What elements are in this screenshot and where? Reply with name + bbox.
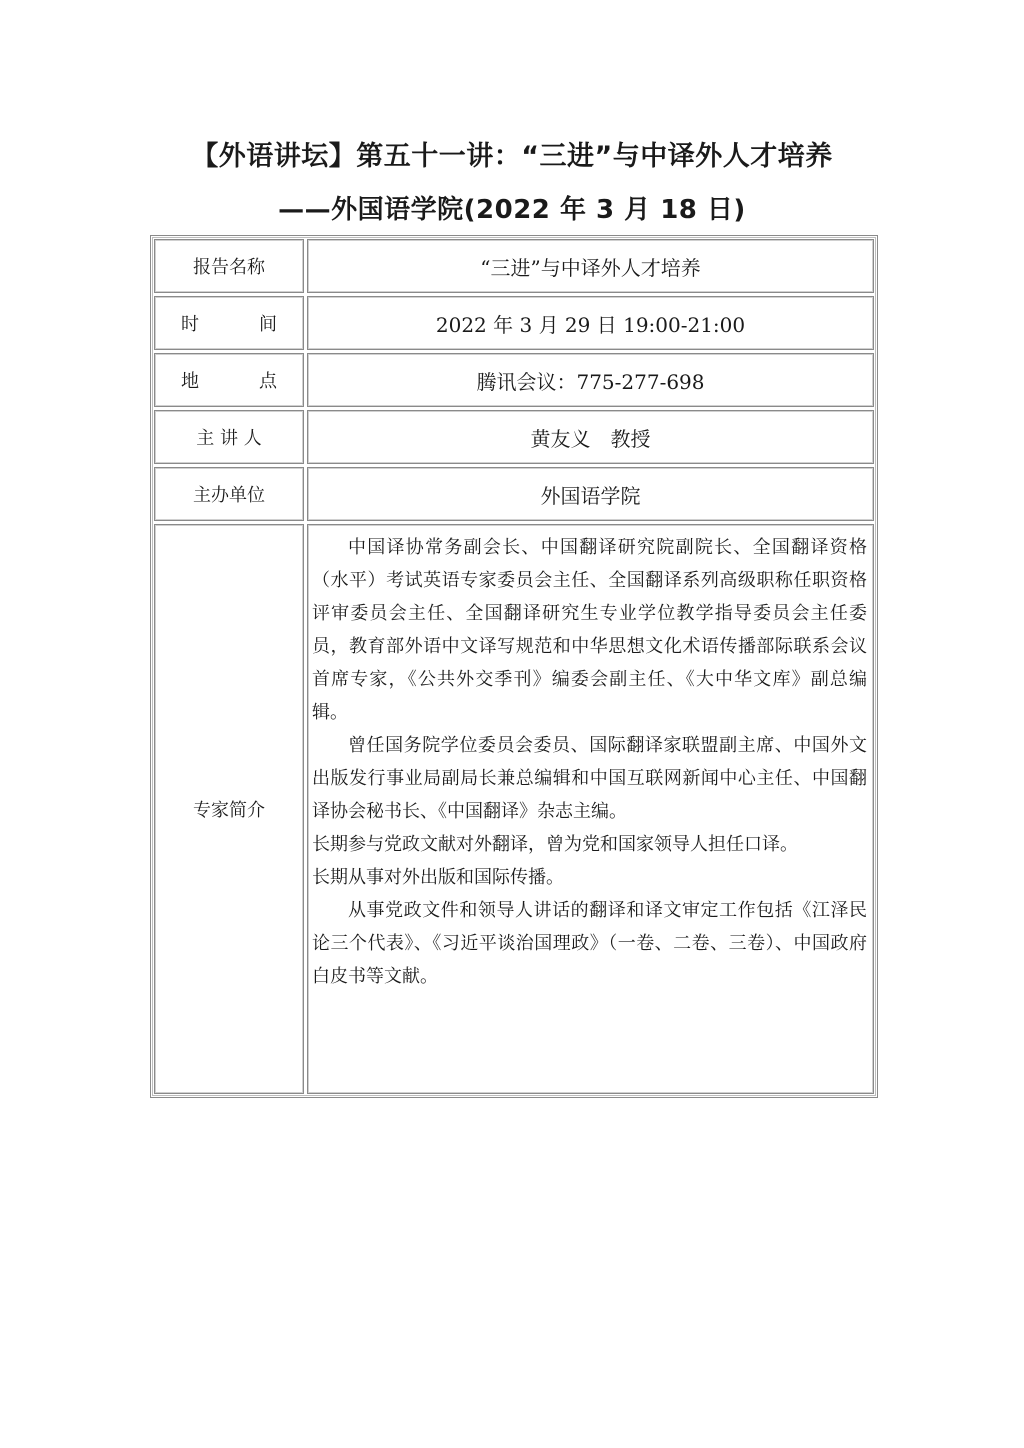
page-title: 【外语讲坛】第五十一讲：“三进”与中译外人才培养 (191, 141, 833, 172)
report-name-label: 报告名称 (154, 239, 304, 293)
speaker-value: 黄友义 教授 (307, 410, 874, 464)
table-row-bio (154, 524, 874, 1094)
bio-paragraph: 中国译协常务副会长、中国翻译研究院副院长、全国翻译资格（水平）考试英语专家委员会主任、全国翻译系列高级职称任职资格评审委员会主任、全国翻译研究生专业学位教学指导委员会主任委员，教育部外语中文译写规范和中华思想文化术语传播部际联系会议首席专家，《公共外交季刊》编委会副主任、《大中华文库》副总编辑。 (312, 537, 867, 723)
bio-label: 专家简介 (154, 524, 304, 1094)
time-label: 时 间 (181, 314, 277, 335)
table-row-time (154, 296, 874, 350)
report-name-value: “三进”与中译外人才培养 (307, 239, 874, 293)
table-row-organizer (154, 467, 874, 521)
bio-paragraph: 曾任国务院学位委员会委员、国际翻译家联盟副主席、中国外文出版发行事业局副局长兼总编辑和中国互联网新闻中心主任、中国翻译协会秘书长、《中国翻译》杂志主编。 (312, 735, 867, 822)
bio-paragraph: 长期参与党政文献对外翻译，曾为党和国家领导人担任口译。 (312, 834, 798, 855)
speaker-label: 主 讲 人 (154, 410, 304, 464)
organizer-label: 主办单位 (154, 467, 304, 521)
organizer-value: 外国语学院 (307, 467, 874, 521)
table-row-location (154, 353, 874, 407)
time-value: 2022 年 3 月 29 日 19:00-21:00 (307, 296, 874, 350)
bio-content (307, 524, 874, 1094)
table-row-speaker (154, 410, 874, 464)
info-table (150, 235, 878, 1098)
page-subtitle: ——外国语学院(2022 年 3 月 18 日) (278, 195, 746, 225)
bio-paragraph: 长期从事对外出版和国际传播。 (312, 867, 564, 888)
location-value: 腾讯会议：775-277-698 (307, 353, 874, 407)
table-row-report-name (154, 239, 874, 293)
location-label: 地 点 (181, 371, 277, 392)
bio-paragraph: 从事党政文件和领导人讲话的翻译和译文审定工作包括《江泽民论三个代表》、《习近平谈治国理政》（一卷、二卷、三卷）、中国政府白皮书等文献。 (312, 900, 867, 987)
